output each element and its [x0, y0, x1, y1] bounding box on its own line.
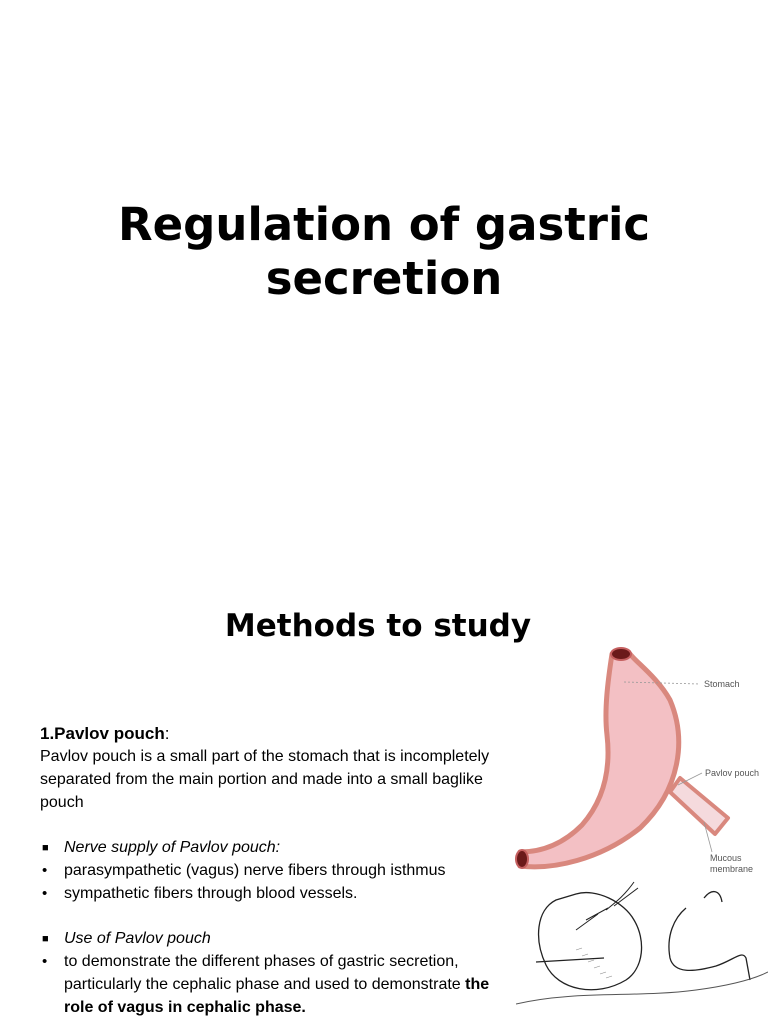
label-pavlov-pouch: Pavlov pouch: [705, 768, 760, 778]
list-item: [40, 836, 510, 859]
use-text: to demonstrate the different phases of gastric secretion, particularly the cephalic phase and used to demonstrate: [64, 953, 466, 993]
square-bullet-icon: ■: [42, 842, 49, 854]
stomach-body: [520, 654, 679, 867]
label-mucous: Mucous: [710, 853, 742, 863]
pavlov-pouch-tube: [670, 778, 728, 834]
use-text-bold: the role of vagus in cephalic phase.: [64, 976, 490, 1016]
list-item: [40, 927, 510, 950]
esophagus-opening: [611, 648, 631, 660]
bullet-icon: •: [42, 953, 48, 970]
pouch-sketch-diagram: [516, 880, 768, 1024]
nerve-supply-item: parasympathetic (vagus) nerve fibers through isthmus: [64, 862, 446, 879]
content-block: [40, 722, 510, 1019]
use-list: [40, 927, 510, 1019]
nerve-supply-list: [40, 836, 510, 905]
bullet-icon: •: [42, 862, 48, 879]
nerve-supply-item: sympathetic fibers through blood vessels.: [64, 885, 358, 902]
sketch-stomach-outline: [539, 893, 642, 990]
nerve-supply-heading: Nerve supply of Pavlov pouch:: [64, 839, 281, 856]
label-stomach: Stomach: [704, 679, 740, 689]
subheading-colon: :: [164, 724, 170, 743]
duodenum-opening: [516, 850, 528, 868]
list-item: [40, 882, 510, 905]
sketch-pouch-outline: [669, 892, 750, 980]
sketch-shading: [576, 948, 612, 978]
list-item: [40, 950, 510, 1019]
intro-text: Pavlov pouch is a small part of the stomach that is incompletely separated from the main portion and made into a small baglike pouch: [40, 748, 490, 811]
label-membrane: membrane: [710, 864, 754, 874]
square-bullet-icon: ■: [42, 933, 49, 945]
sketch-vagus-nerve: [576, 882, 638, 930]
subheading-text: 1.Pavlov pouch: [40, 724, 165, 743]
pavlov-pouch-diagram: [512, 640, 768, 880]
slide-title: Regulation of gastric secretion: [117, 198, 651, 305]
list-item: [40, 859, 510, 882]
subheading: [40, 722, 510, 745]
section-heading: Methods to study: [224, 608, 532, 644]
bullet-icon: •: [42, 885, 48, 902]
use-heading: Use of Pavlov pouch: [64, 930, 211, 947]
